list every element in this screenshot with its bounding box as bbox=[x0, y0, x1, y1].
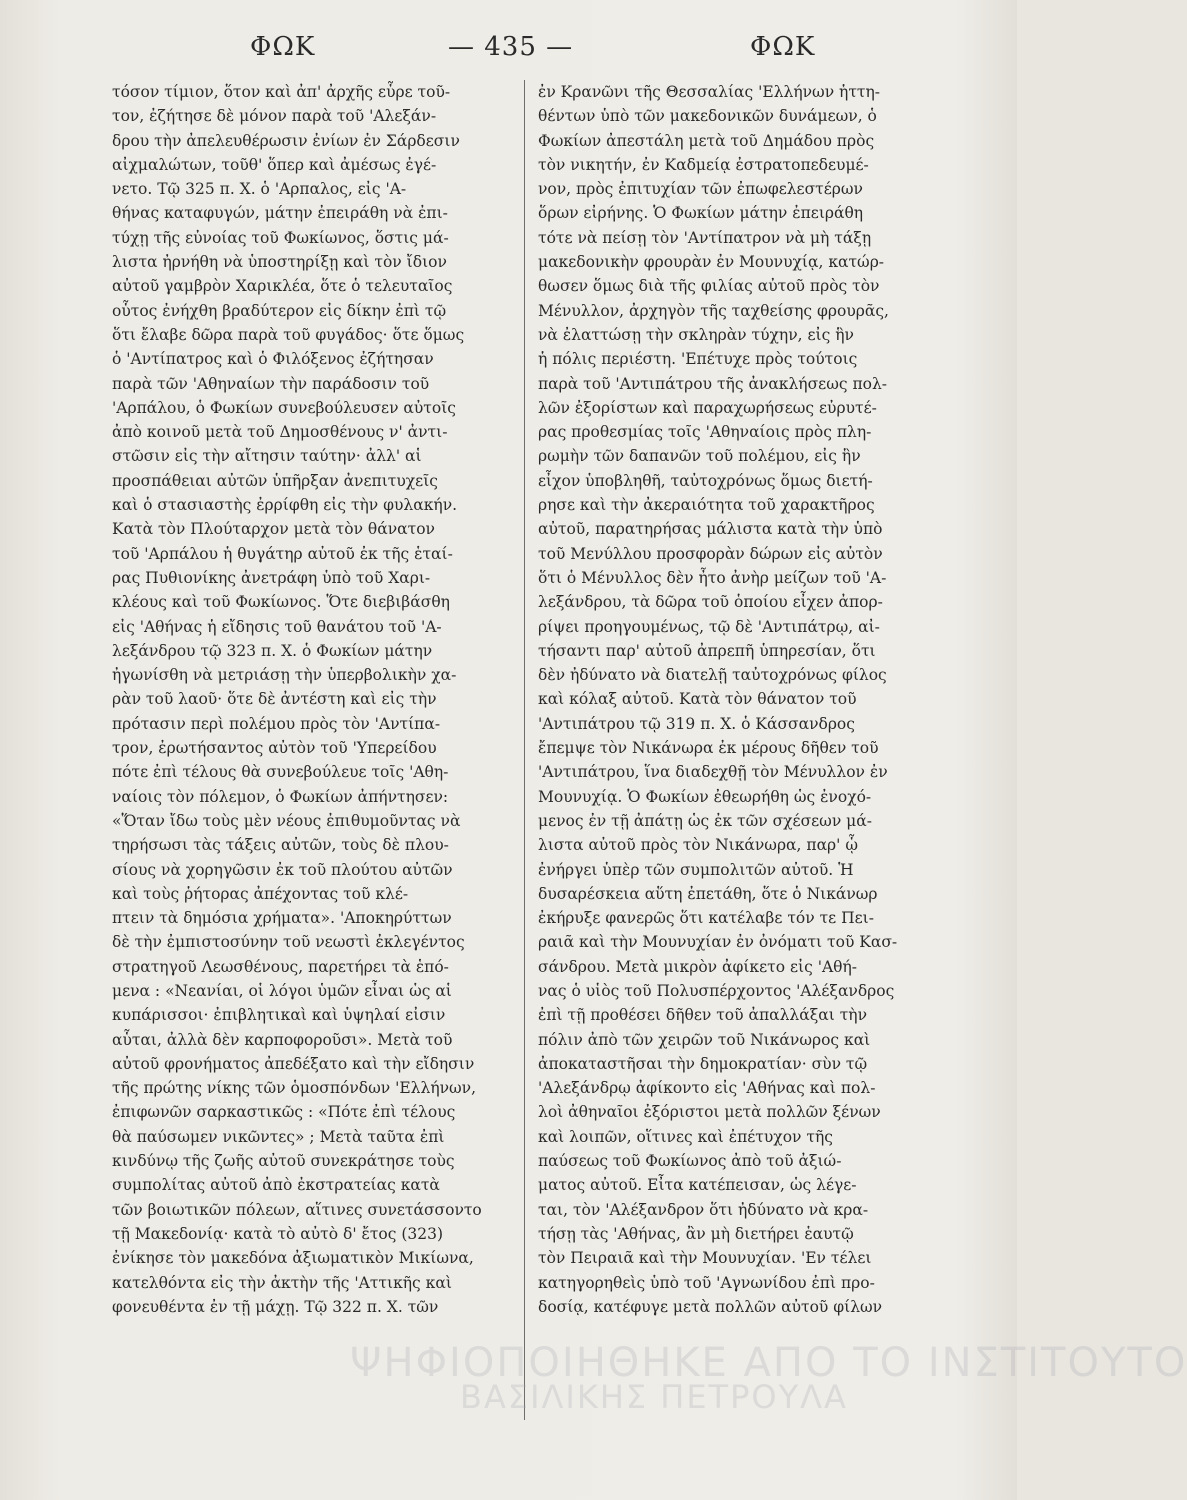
text-line: ἠγωνίσθη νὰ μετριάσῃ τὴν ὑπερβολικὴν χα- bbox=[112, 666, 457, 685]
text-line: τρον, ἐρωτήσαντος αὐτὸν τοῦ 'Υπερείδου bbox=[112, 739, 437, 758]
text-line: καὶ λοιπῶν, οἵτινες καὶ ἐπέτυχον τῆς bbox=[538, 1127, 833, 1146]
text-line: καὶ κόλαξ αὐτοῦ. Κατὰ τὸν θάνατον τοῦ bbox=[538, 690, 857, 709]
text-line: κινδύνῳ τῆς ζωῆς αὐτοῦ συνεκράτησε τοὺς bbox=[112, 1152, 455, 1171]
text-line: κατελθόντα εἰς τὴν ἀκτὴν τῆς 'Αττικῆς καὶ bbox=[112, 1273, 452, 1292]
text-line: πρότασιν περὶ πολέμου πρὸς τὸν 'Αντίπα- bbox=[112, 714, 441, 733]
text-line: ἐνήργει ὑπὲρ τῶν συμπολιτῶν αὐτοῦ. Ἡ bbox=[538, 860, 854, 879]
text-line: Μουνυχίᾳ. Ὁ Φωκίων ἐθεωρήθη ὡς ἐνοχό- bbox=[538, 787, 872, 806]
text-line: παύσεως τοῦ Φωκίωνος ἀπὸ τοῦ ἀξιώ- bbox=[538, 1152, 842, 1171]
text-line: αὐτοῦ γαμβρὸν Χαρικλέα, ὅτε ὁ τελευταῖος bbox=[112, 277, 453, 296]
text-line: σάνδρου. Μετὰ μικρὸν ἀφίκετο εἰς 'Αθή- bbox=[538, 957, 857, 976]
text-line: φονευθέντα ἐν τῇ μάχῃ. Τῷ 322 π. Χ. τῶν bbox=[112, 1297, 439, 1316]
text-line: τοῦ 'Αρπάλου ἡ θυγάτηρ αὐτοῦ ἐκ τῆς ἑταί- bbox=[112, 544, 453, 563]
text-line: ματος αὐτοῦ. Εἶτα κατέπεισαν, ὡς λέγε- bbox=[538, 1176, 857, 1195]
text-line: στρατηγοῦ Λεωσθένους, παρετήρει τὰ ἑπό- bbox=[112, 957, 449, 976]
text-line: εἰς 'Αθήνας ἡ εἴδησις τοῦ θανάτου τοῦ 'Α- bbox=[112, 617, 442, 636]
text-line: εἶχον ὑποβληθῆ, ταὐτοχρόνως ὅμως διετή- bbox=[538, 471, 873, 490]
text-line: τὸν νικητήν, ἐν Καδμείᾳ ἐστρατοπεδευμέ- bbox=[538, 155, 869, 174]
left-text-column bbox=[112, 80, 510, 1319]
text-line: μενα : «Νεανίαι, οἱ λόγοι ὑμῶν εἶναι ὡς αἱ bbox=[112, 981, 452, 1000]
text-line: νον, πρὸς ἐπιτυχίαν τῶν ἐπωφελεστέρων bbox=[538, 180, 863, 199]
text-line: οὗτος ἐνήχθη βραδύτερον εἰς δίκην ἐπὶ τῷ bbox=[112, 301, 447, 320]
text-line: τότε νὰ πείσῃ τὸν 'Αντίπατρον νὰ μὴ τάξῃ bbox=[538, 228, 872, 247]
text-line: αὐτοῦ φρονήματος ἀπεδέξατο καὶ τὴν εἴδησιν bbox=[112, 1054, 475, 1073]
text-line: ὅτι ὁ Μένυλλος δὲν ἦτο ἀνὴρ μείζων τοῦ 'Α- bbox=[538, 568, 887, 587]
text-line: ρὰν τοῦ λαοῦ· ὅτε δὲ ἀντέστη καὶ εἰς τὴν bbox=[112, 690, 437, 709]
text-line: τήσῃ τὰς 'Αθήνας, ἂν μὴ διετήρει ἑαυτῷ bbox=[538, 1224, 854, 1243]
text-line: αὐτοῦ, παρατηρήσας μάλιστα κατὰ τὴν ὑπὸ bbox=[538, 520, 883, 539]
text-line: ἔπεμψε τὸν Νικάνωρα ἐκ μέρους δῆθεν τοῦ bbox=[538, 739, 879, 758]
text-line: τηρήσωσι τὰς τάξεις αὐτῶν, τοὺς δὲ πλου- bbox=[112, 836, 449, 855]
text-line: λεξάνδρου, τὰ δῶρα τοῦ ὁποίου εἶχεν ἀπορ- bbox=[538, 593, 883, 612]
text-line: δρου τὴν ἀπελευθέρωσιν ἐνίων ἐν Σάρδεσιν bbox=[112, 131, 460, 150]
text-line: αὗται, ἀλλὰ δὲν καρποφοροῦσι». Μετὰ τοῦ bbox=[112, 1030, 453, 1049]
text-line: ἐπιφωνῶν σαρκαστικῶς : «Πότε ἐπὶ τέλους bbox=[112, 1103, 456, 1122]
text-line: κλέους καὶ τοῦ Φωκίωνος. Ὅτε διεβιβάσθη bbox=[112, 593, 450, 612]
text-line: τοῦ Μενύλλου προσφορὰν δώρων εἰς αὐτὸν bbox=[538, 544, 883, 563]
text-line: τύχῃ τῆς εὐνοίας τοῦ Φωκίωνος, ὅστις μά- bbox=[112, 228, 449, 247]
text-line: κατηγορηθεὶς ὑπὸ τοῦ 'Αγνωνίδου ἐπὶ προ- bbox=[538, 1273, 875, 1292]
text-line: Κατὰ τὸν Πλούταρχον μετὰ τὸν θάνατον bbox=[112, 520, 435, 539]
text-line: τόσον τίμιον, ὅτον καὶ ἀπ' ἀρχῆς εὗρε τοῦ- bbox=[112, 83, 451, 101]
text-line: δὲν ἠδύνατο νὰ διατελῇ ταὐτοχρόνως φίλος bbox=[538, 666, 887, 685]
text-line: παρὰ τοῦ 'Αντιπάτρου τῆς ἀνακλήσεως πολ- bbox=[538, 374, 888, 393]
text-line: θήνας καταφυγών, μάτην ἐπειράθη νὰ ἐπι- bbox=[112, 204, 448, 223]
text-line: ἐν Κρανῶνι τῆς Θεσσαλίας 'Ελλήνων ἡττη- bbox=[538, 83, 881, 101]
text-line: δοσίᾳ, κατέφυγε μετὰ πολλῶν αὐτοῦ φίλων bbox=[538, 1297, 883, 1316]
text-line: ἡ πόλις περιέστη. 'Επέτυχε πρὸς τούτοις bbox=[538, 350, 858, 369]
text-line: ραιᾶ καὶ τὴν Μουνυχίαν ἐν ὀνόματι τοῦ Κασ- bbox=[538, 933, 898, 952]
page-number: — 435 — bbox=[448, 32, 574, 62]
text-line: τήσαντι παρ' αὐτοῦ ἀπρεπῆ ὑπηρεσίαν, ὅτι bbox=[538, 641, 876, 660]
text-line: ἐπὶ τῇ προθέσει δῆθεν τοῦ ἀπαλλάξαι τὴν bbox=[538, 1006, 868, 1025]
column-divider bbox=[524, 80, 525, 1420]
text-line: ἐνίκησε τὸν μακεδόνα ἀξιωματικὸν Μικίωνα, bbox=[112, 1249, 474, 1268]
text-line: τὸν Πειραιᾶ καὶ τὴν Μουνυχίαν. 'Εν τέλει bbox=[538, 1249, 872, 1268]
text-line: λιστα ἠρνήθη νὰ ὑποστηρίξῃ καὶ τὸν ἴδιον bbox=[112, 253, 447, 272]
text-line: 'Αρπάλου, ὁ Φωκίων συνεβούλευσεν αὐτοῖς bbox=[112, 398, 456, 417]
text-line: δυσαρέσκεια αὕτη ἐπετάθη, ὅτε ὁ Νικάνωρ bbox=[538, 884, 878, 903]
text-line: τῶν βοιωτικῶν πόλεων, αἵτινες συνετάσσοντο bbox=[112, 1200, 482, 1219]
text-line: ἀποκαταστῆσαι τὴν δημοκρατίαν· σὺν τῷ bbox=[538, 1054, 868, 1073]
text-line: θέντων ὑπὸ τῶν μακεδονικῶν δυνάμεων, ὁ bbox=[538, 107, 877, 126]
text-line: λεξάνδρου τῷ 323 π. Χ. ὁ Φωκίων μάτην bbox=[112, 641, 433, 660]
text-line: νὰ ἐλαττώσῃ τὴν σκληρὰν τύχην, εἰς ἣν bbox=[538, 325, 854, 344]
text-line: Φωκίων ἀπεστάλη μετὰ τοῦ Δημάδου πρὸς bbox=[538, 131, 875, 150]
text-line: θωσεν ὅμως διὰ τῆς φιλίας αὐτοῦ πρὸς τὸν bbox=[538, 277, 880, 296]
text-line: τῇ Μακεδονίᾳ· κατὰ τὸ αὐτὸ δ' ἔτος (323) bbox=[112, 1224, 444, 1243]
text-line: 'Αντιπάτρου τῷ 319 π. Χ. ὁ Κάσσανδρος bbox=[538, 714, 855, 733]
text-line: καὶ ὁ στασιαστὴς ἐρρίφθη εἰς τὴν φυλακήν. bbox=[112, 496, 458, 515]
text-line: λοὶ ἀθηναῖοι ἐξόριστοι μετὰ πολλῶν ξένων bbox=[538, 1103, 881, 1122]
text-line: «Ὅταν ἴδω τοὺς μὲν νέους ἐπιθυμοῦντας νὰ bbox=[112, 811, 461, 830]
text-line: καὶ τοὺς ῥήτορας ἀπέχοντας τοῦ κλέ- bbox=[112, 884, 409, 903]
text-line: ὅτι ἔλαβε δῶρα παρὰ τοῦ φυγάδος· ὅτε ὅμως bbox=[112, 325, 465, 344]
text-line: ρας Πυθιονίκης ἀνετράφη ὑπὸ τοῦ Χαρι- bbox=[112, 568, 431, 587]
right-text-column bbox=[538, 80, 938, 1319]
text-line: αἰχμαλώτων, τοῦθ' ὅπερ καὶ ἀμέσως ἐγέ- bbox=[112, 155, 437, 174]
text-line: λιστα αὐτοῦ πρὸς τὸν Νικάνωρα, παρ' ᾧ bbox=[538, 836, 858, 855]
text-line: τον, ἐζήτησε δὲ μόνον παρὰ τοῦ 'Αλεξάν- bbox=[112, 107, 437, 126]
text-line: πτειν τὰ δημόσια χρήματα». 'Αποκηρύττων bbox=[112, 909, 452, 928]
text-line: νας ὁ υἱὸς τοῦ Πολυσπέρχοντος 'Αλέξανδρος bbox=[538, 981, 895, 1000]
text-line: ὅρων εἰρήνης. Ὁ Φωκίων μάτην ἐπειράθη bbox=[538, 204, 864, 223]
text-line: λῶν ἐξορίστων καὶ παραχωρήσεως εὐρυτέ- bbox=[538, 398, 877, 417]
text-line: ρίψει προηγουμένως, τῷ δὲ 'Αντιπάτρῳ, αἰ- bbox=[538, 617, 880, 636]
text-line: θὰ παύσωμεν νικῶντες» ; Μετὰ ταῦτα ἐπὶ bbox=[112, 1127, 445, 1146]
text-line: μακεδονικὴν φρουρὰν ἐν Μουνυχίᾳ, κατώρ- bbox=[538, 253, 885, 272]
text-line: ναίοις τὸν πόλεμον, ὁ Φωκίων ἀπήντησεν: bbox=[112, 787, 449, 806]
text-line: ρησε καὶ τὴν ἀκεραιότητα τοῦ χαρακτῆρος bbox=[538, 496, 875, 515]
text-line: νετο. Τῷ 325 π. Χ. ὁ 'Αρπαλος, εἰς 'Α- bbox=[112, 180, 407, 199]
text-line: ἐκήρυξε φανερῶς ὅτι κατέλαβε τόν τε Πει- bbox=[538, 909, 874, 928]
library-watermark: ΨΗΦΙΟΠΟΙΗΘΗΚΕ ΑΠΟ ΤΟ ΙΝΣΤΙΤΟΥΤΟ ΒΑΣΙΛΙΚΗΣ ΠΕΤΡΟΥΛΑ bbox=[350, 1340, 1187, 1416]
text-line: πόλιν ἀπὸ τῶν χειρῶν τοῦ Νικάνωρος καὶ bbox=[538, 1030, 871, 1049]
text-line: ται, τὸν 'Αλέξανδρον ὅτι ἠδύνατο νὰ κρα- bbox=[538, 1200, 869, 1219]
text-line: παρὰ τῶν 'Αθηναίων τὴν παράδοσιν τοῦ bbox=[112, 374, 430, 393]
header-left-keyword: ΦΩΚ bbox=[250, 32, 316, 62]
text-line: 'Αντιπάτρου, ἵνα διαδεχθῇ τὸν Μένυλλον ἐν bbox=[538, 763, 888, 782]
text-line: συμπολίτας αὐτοῦ ἀπὸ ἐκστρατείας κατὰ bbox=[112, 1176, 440, 1195]
page-header bbox=[110, 32, 930, 72]
text-line: πότε ἐπὶ τέλους θὰ συνεβούλευε τοῖς 'Αθη- bbox=[112, 763, 449, 782]
text-line: ρας προθεσμίας τοῖς 'Αθηναίοις πρὸς πλη- bbox=[538, 423, 872, 442]
text-line: ὁ 'Αντίπατρος καὶ ὁ Φιλόξενος ἐζήτησαν bbox=[112, 350, 434, 369]
text-line: προσπάθειαι αὐτῶν ὑπῆρξαν ἀνεπιτυχεῖς bbox=[112, 471, 438, 490]
text-line: ρωμὴν τῶν δαπανῶν τοῦ πολέμου, εἰς ἣν bbox=[538, 447, 861, 466]
text-line: ἀπὸ κοινοῦ μετὰ τοῦ Δημοσθένους ν' ἀντι- bbox=[112, 423, 448, 442]
header-right-keyword: ΦΩΚ bbox=[750, 32, 816, 62]
text-line: στῶσιν εἰς τὴν αἴτησιν ταύτην· ἀλλ' αἱ bbox=[112, 447, 422, 466]
text-line: σίους νὰ χορηγῶσιν ἐκ τοῦ πλούτου αὐτῶν bbox=[112, 860, 453, 879]
text-line: δὲ τὴν ἐμπιστοσύνην τοῦ νεωστὶ ἐκλεγέντος bbox=[112, 933, 465, 952]
text-line: Μένυλλον, ἀρχηγὸν τῆς ταχθείσης φρουρᾶς, bbox=[538, 301, 889, 320]
text-line: τῆς πρώτης νίκης τῶν ὁμοσπόνδων 'Ελλήνων, bbox=[112, 1079, 477, 1098]
text-line: κυπάρισσοι· ἐπιβλητικαὶ καὶ ὑψηλαί εἰσιν bbox=[112, 1006, 446, 1025]
text-line: μενος ἐν τῇ ἀπάτῃ ὡς ἐκ τῶν σχέσεων μά- bbox=[538, 811, 872, 830]
text-line: 'Αλεξάνδρῳ ἀφίκοντο εἰς 'Αθήνας καὶ πολ- bbox=[538, 1079, 876, 1098]
